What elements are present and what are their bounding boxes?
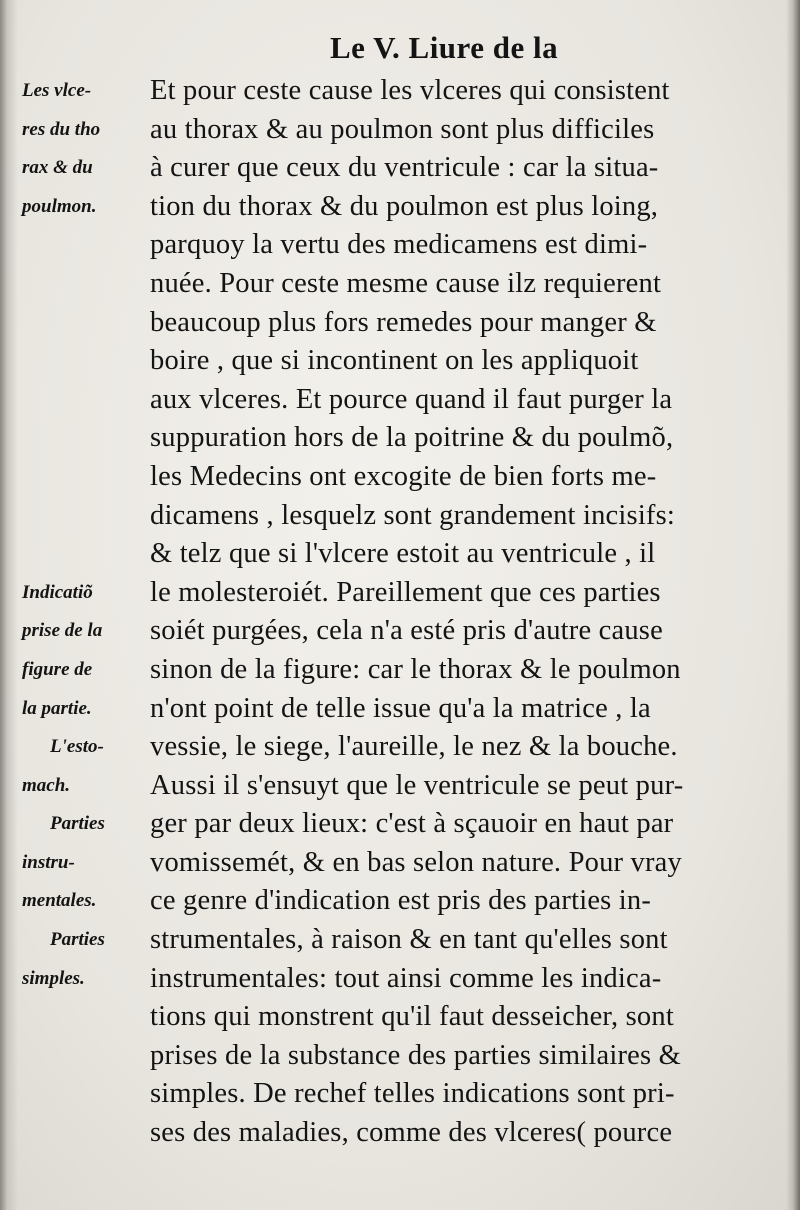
text-line: à curer que ceux du ventricule : car la situa- bbox=[150, 152, 659, 184]
text-line: aux vlceres. Et pource quand il faut purger la bbox=[150, 383, 673, 415]
page-left-shadow bbox=[0, 0, 18, 1210]
text-line: soiét purgées, cela n'a esté pris d'autre cause bbox=[150, 615, 663, 647]
text-line: au thorax & au poulmon sont plus difficiles bbox=[150, 113, 655, 145]
margin-note-line: simples. bbox=[22, 967, 85, 989]
text-line: nuée. Pour ceste mesme cause ilz requierent bbox=[150, 267, 662, 299]
text-line: instrumentales: tout ainsi comme les indica- bbox=[150, 962, 662, 994]
margin-note-line: mach. bbox=[22, 774, 71, 796]
margin-note-line: rax & du bbox=[22, 157, 93, 179]
text-line: Et pour ceste cause les vlceres qui consistent bbox=[150, 75, 670, 106]
margin-note-line: Parties bbox=[50, 929, 105, 951]
text-line: Aussi il s'ensuyt que le ventricule se peut pur- bbox=[150, 769, 684, 801]
text-line: & telz que si l'vlcere estoit au ventricule , il bbox=[150, 538, 656, 570]
text-line: n'ont point de telle issue qu'a la matrice , la bbox=[150, 692, 651, 724]
text-line: ger par deux lieux: c'est à sçauoir en haut par bbox=[150, 808, 674, 840]
text-line: le molesteroiét. Pareillement que ces parties bbox=[150, 576, 661, 608]
text-line: boire , que si incontinent on les appliquoit bbox=[150, 345, 639, 377]
text-line: beaucoup plus fors remedes pour manger & bbox=[150, 306, 657, 338]
body-text bbox=[150, 72, 770, 1153]
text-line: dicamens , lesquelz sont grandement incisifs: bbox=[150, 499, 676, 531]
text-line: tion du thorax & du poulmon est plus loing, bbox=[150, 190, 659, 222]
margin-note-line: res du tho bbox=[22, 118, 101, 140]
text-line: ce genre d'indication est pris des parties in- bbox=[150, 885, 652, 917]
text-line: tions qui monstrent qu'il faut desseicher, sont bbox=[150, 1001, 674, 1033]
running-header: Le V. Liure de la bbox=[330, 30, 559, 65]
margin-note-line: la partie. bbox=[22, 697, 92, 719]
text-line: ses des maladies, comme des vlceres( pource bbox=[150, 1117, 673, 1149]
page-right-shadow bbox=[786, 0, 800, 1210]
margin-note-line: prise de la bbox=[22, 620, 103, 642]
text-line: parquoy la vertu des medicamens est dimi- bbox=[150, 229, 648, 261]
margin-note-line: Les vlce- bbox=[22, 80, 92, 101]
text-line: prises de la substance des parties similaires & bbox=[150, 1039, 681, 1071]
margin-note-line: Indicatiõ bbox=[22, 581, 93, 603]
margin-note-line: mentales. bbox=[22, 890, 97, 912]
text-line: strumentales, à raison & en tant qu'elles sont bbox=[150, 924, 668, 956]
text-line: vessie, le siege, l'aureille, le nez & la bouche. bbox=[150, 731, 678, 763]
text-line: sinon de la figure: car le thorax & le poulmon bbox=[150, 653, 681, 685]
margin-note-line: instru- bbox=[22, 851, 75, 873]
margin-notes bbox=[22, 72, 152, 998]
text-line: simples. De rechef telles indications sont pri- bbox=[150, 1078, 675, 1110]
text-line: suppuration hors de la poitrine & du poulmõ, bbox=[150, 422, 674, 454]
text-line: les Medecins ont excogite de bien forts me- bbox=[150, 460, 657, 492]
margin-note-line: figure de bbox=[22, 658, 93, 680]
margin-note-line: poulmon. bbox=[22, 195, 97, 217]
margin-note-line: Parties bbox=[50, 813, 105, 835]
text-line: vomissemét, & en bas selon nature. Pour vray bbox=[150, 846, 682, 878]
margin-note-line: L'esto- bbox=[50, 736, 104, 758]
